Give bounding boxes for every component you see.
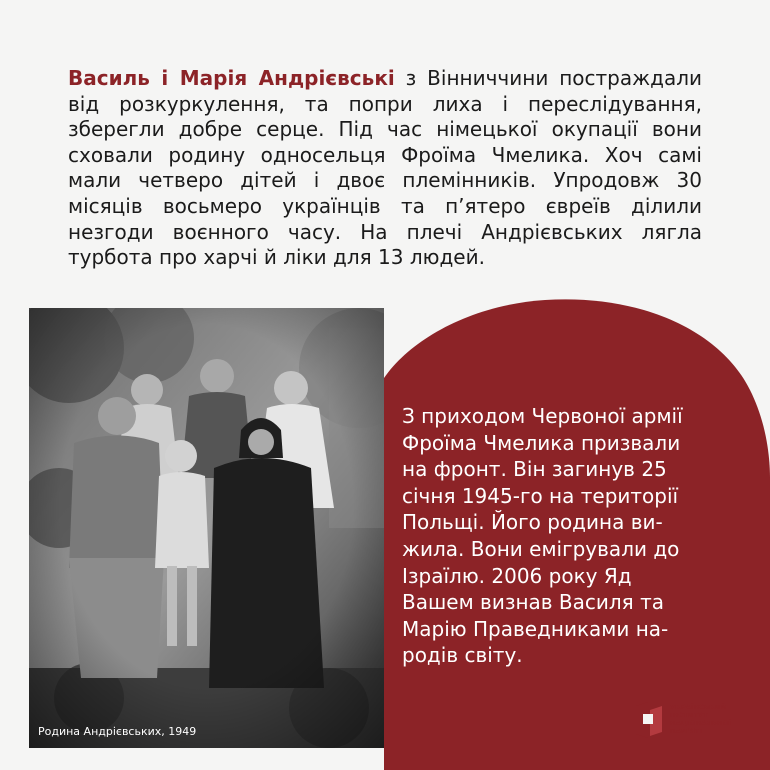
story-line: Вашем визнав Василя та xyxy=(402,590,664,615)
institute-logo-icon xyxy=(634,702,664,738)
story-line: на фронт. Він загинув 25 xyxy=(402,457,667,482)
institute-logo-text: УКРАЇНСЬКИЙ ІНСТИТУТ НАЦІОНАЛЬНОЇ ПАМ'ЯТІ xyxy=(670,703,732,735)
story-line: Фроїма Чмелика призвали xyxy=(402,430,681,455)
story-line: Марію Праведниками на- xyxy=(402,616,669,641)
intro-names: Василь і Марія Андрієвські xyxy=(68,66,395,90)
story-line: З приходом Червоної армії xyxy=(402,404,683,428)
story-line: родів світу. xyxy=(402,643,523,668)
story-line: Ізраїлю. 2006 року Яд xyxy=(402,563,632,588)
intro-paragraph xyxy=(68,66,702,271)
family-photo xyxy=(29,308,384,748)
story-line: жила. Вони емігрували до xyxy=(402,536,680,561)
story-line: січня 1945-го на території xyxy=(402,483,679,508)
institute-logo xyxy=(634,700,764,740)
story-line: Польщі. Його родина ви- xyxy=(402,510,663,535)
story-paragraph xyxy=(402,403,700,669)
photo-caption: Родина Андрієвських, 1949 xyxy=(38,725,197,738)
intro-text: з Вінниччини постраждали від розкуркулення, та попри лиха і переслідування, зберегли добре серце. Під час німецької окупації вони сховали родину односельця Фроїма Чмелика. Хоч самі мали четверо дітей і двоє племінників. Упродовж 30 місяців восьмеро українців та п’ятеро євреїв ділили незгоди воєнного часу. На плечі Андрієвських лягла турбота про харчі й ліки для 13 людей. xyxy=(68,66,702,270)
